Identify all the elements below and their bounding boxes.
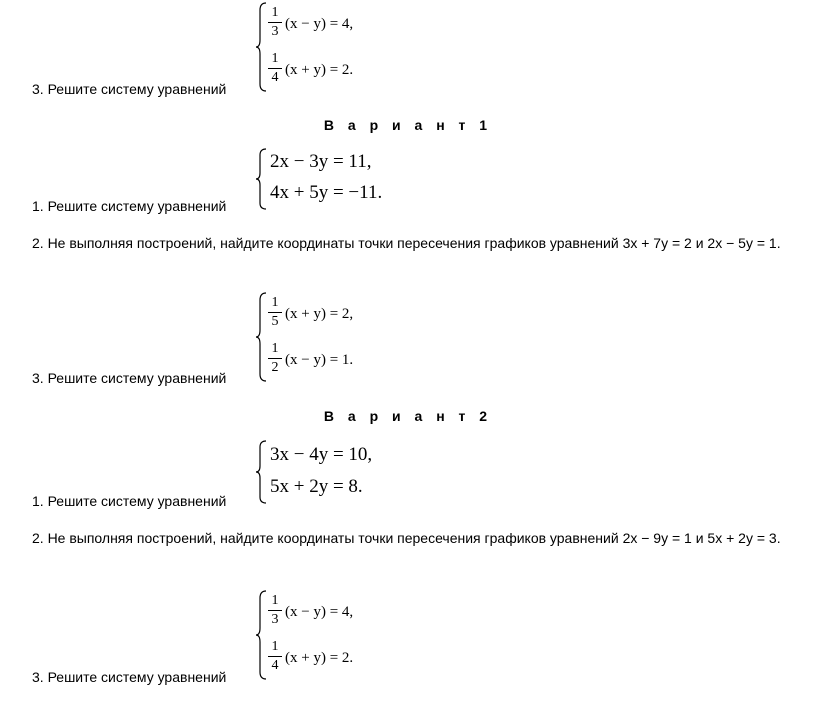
equation: 5x + 2y = 8.: [270, 476, 363, 497]
task-paragraph: 2. Не выполняя построений, найдите координаты точки пересечения графиков уравнений 2x − 9y = 1 и 5x + 2y = 3.: [32, 530, 781, 546]
denominator: 3: [271, 612, 279, 627]
denominator: 5: [271, 314, 279, 329]
fraction: [268, 296, 282, 329]
brace-icon: [255, 148, 267, 210]
numerator: 1: [271, 341, 279, 356]
denominator: 4: [271, 70, 279, 85]
denominator: 2: [271, 360, 279, 375]
brace-icon: [255, 590, 267, 680]
equation-rest: (x − y) = 1.: [285, 352, 354, 368]
fraction: [268, 594, 282, 627]
numerator: 1: [271, 295, 279, 310]
equation-system: [255, 292, 395, 384]
task-label: 1. Решите систему уравнений: [32, 198, 227, 214]
equation-rest: (x − y) = 4,: [285, 604, 354, 620]
numerator: 1: [271, 5, 279, 20]
task-paragraph: 2. Не выполняя построений, найдите координаты точки пересечения графиков уравнений 3x + 7y = 2 и 2x − 5y = 1.: [32, 235, 781, 251]
task-label: 3. Решите систему уравнений: [32, 81, 227, 97]
brace-icon: [255, 2, 267, 92]
equation: 2x − 3y = 11,: [270, 151, 372, 172]
variant-title: В а р и а н т 2: [323, 408, 493, 424]
equation-system: [255, 148, 415, 212]
fraction: [268, 640, 282, 673]
brace-icon: [255, 440, 267, 504]
equation: 3x − 4y = 10,: [270, 444, 373, 465]
equation-rest: (x + y) = 2.: [285, 62, 354, 78]
numerator: 1: [271, 593, 279, 608]
equation-system: [255, 440, 415, 506]
fraction: [268, 52, 282, 85]
equation-system: [255, 2, 395, 94]
task-label: 1. Решите систему уравнений: [32, 493, 227, 509]
denominator: 4: [271, 658, 279, 673]
task-label: 3. Решите систему уравнений: [32, 669, 227, 685]
equation-rest: (x + y) = 2,: [285, 306, 354, 322]
equation: 4x + 5y = −11.: [270, 182, 383, 203]
fraction: [268, 342, 282, 375]
equation-system: [255, 590, 395, 682]
numerator: 1: [271, 51, 279, 66]
denominator: 3: [271, 24, 279, 39]
equation-rest: (x + y) = 2.: [285, 650, 354, 666]
numerator: 1: [271, 639, 279, 654]
variant-title: В а р и а н т 1: [323, 117, 493, 133]
task-label: 3. Решите систему уравнений: [32, 370, 227, 386]
fraction: [268, 6, 282, 39]
brace-icon: [255, 292, 267, 382]
equation-rest: (x − y) = 4,: [285, 16, 354, 32]
